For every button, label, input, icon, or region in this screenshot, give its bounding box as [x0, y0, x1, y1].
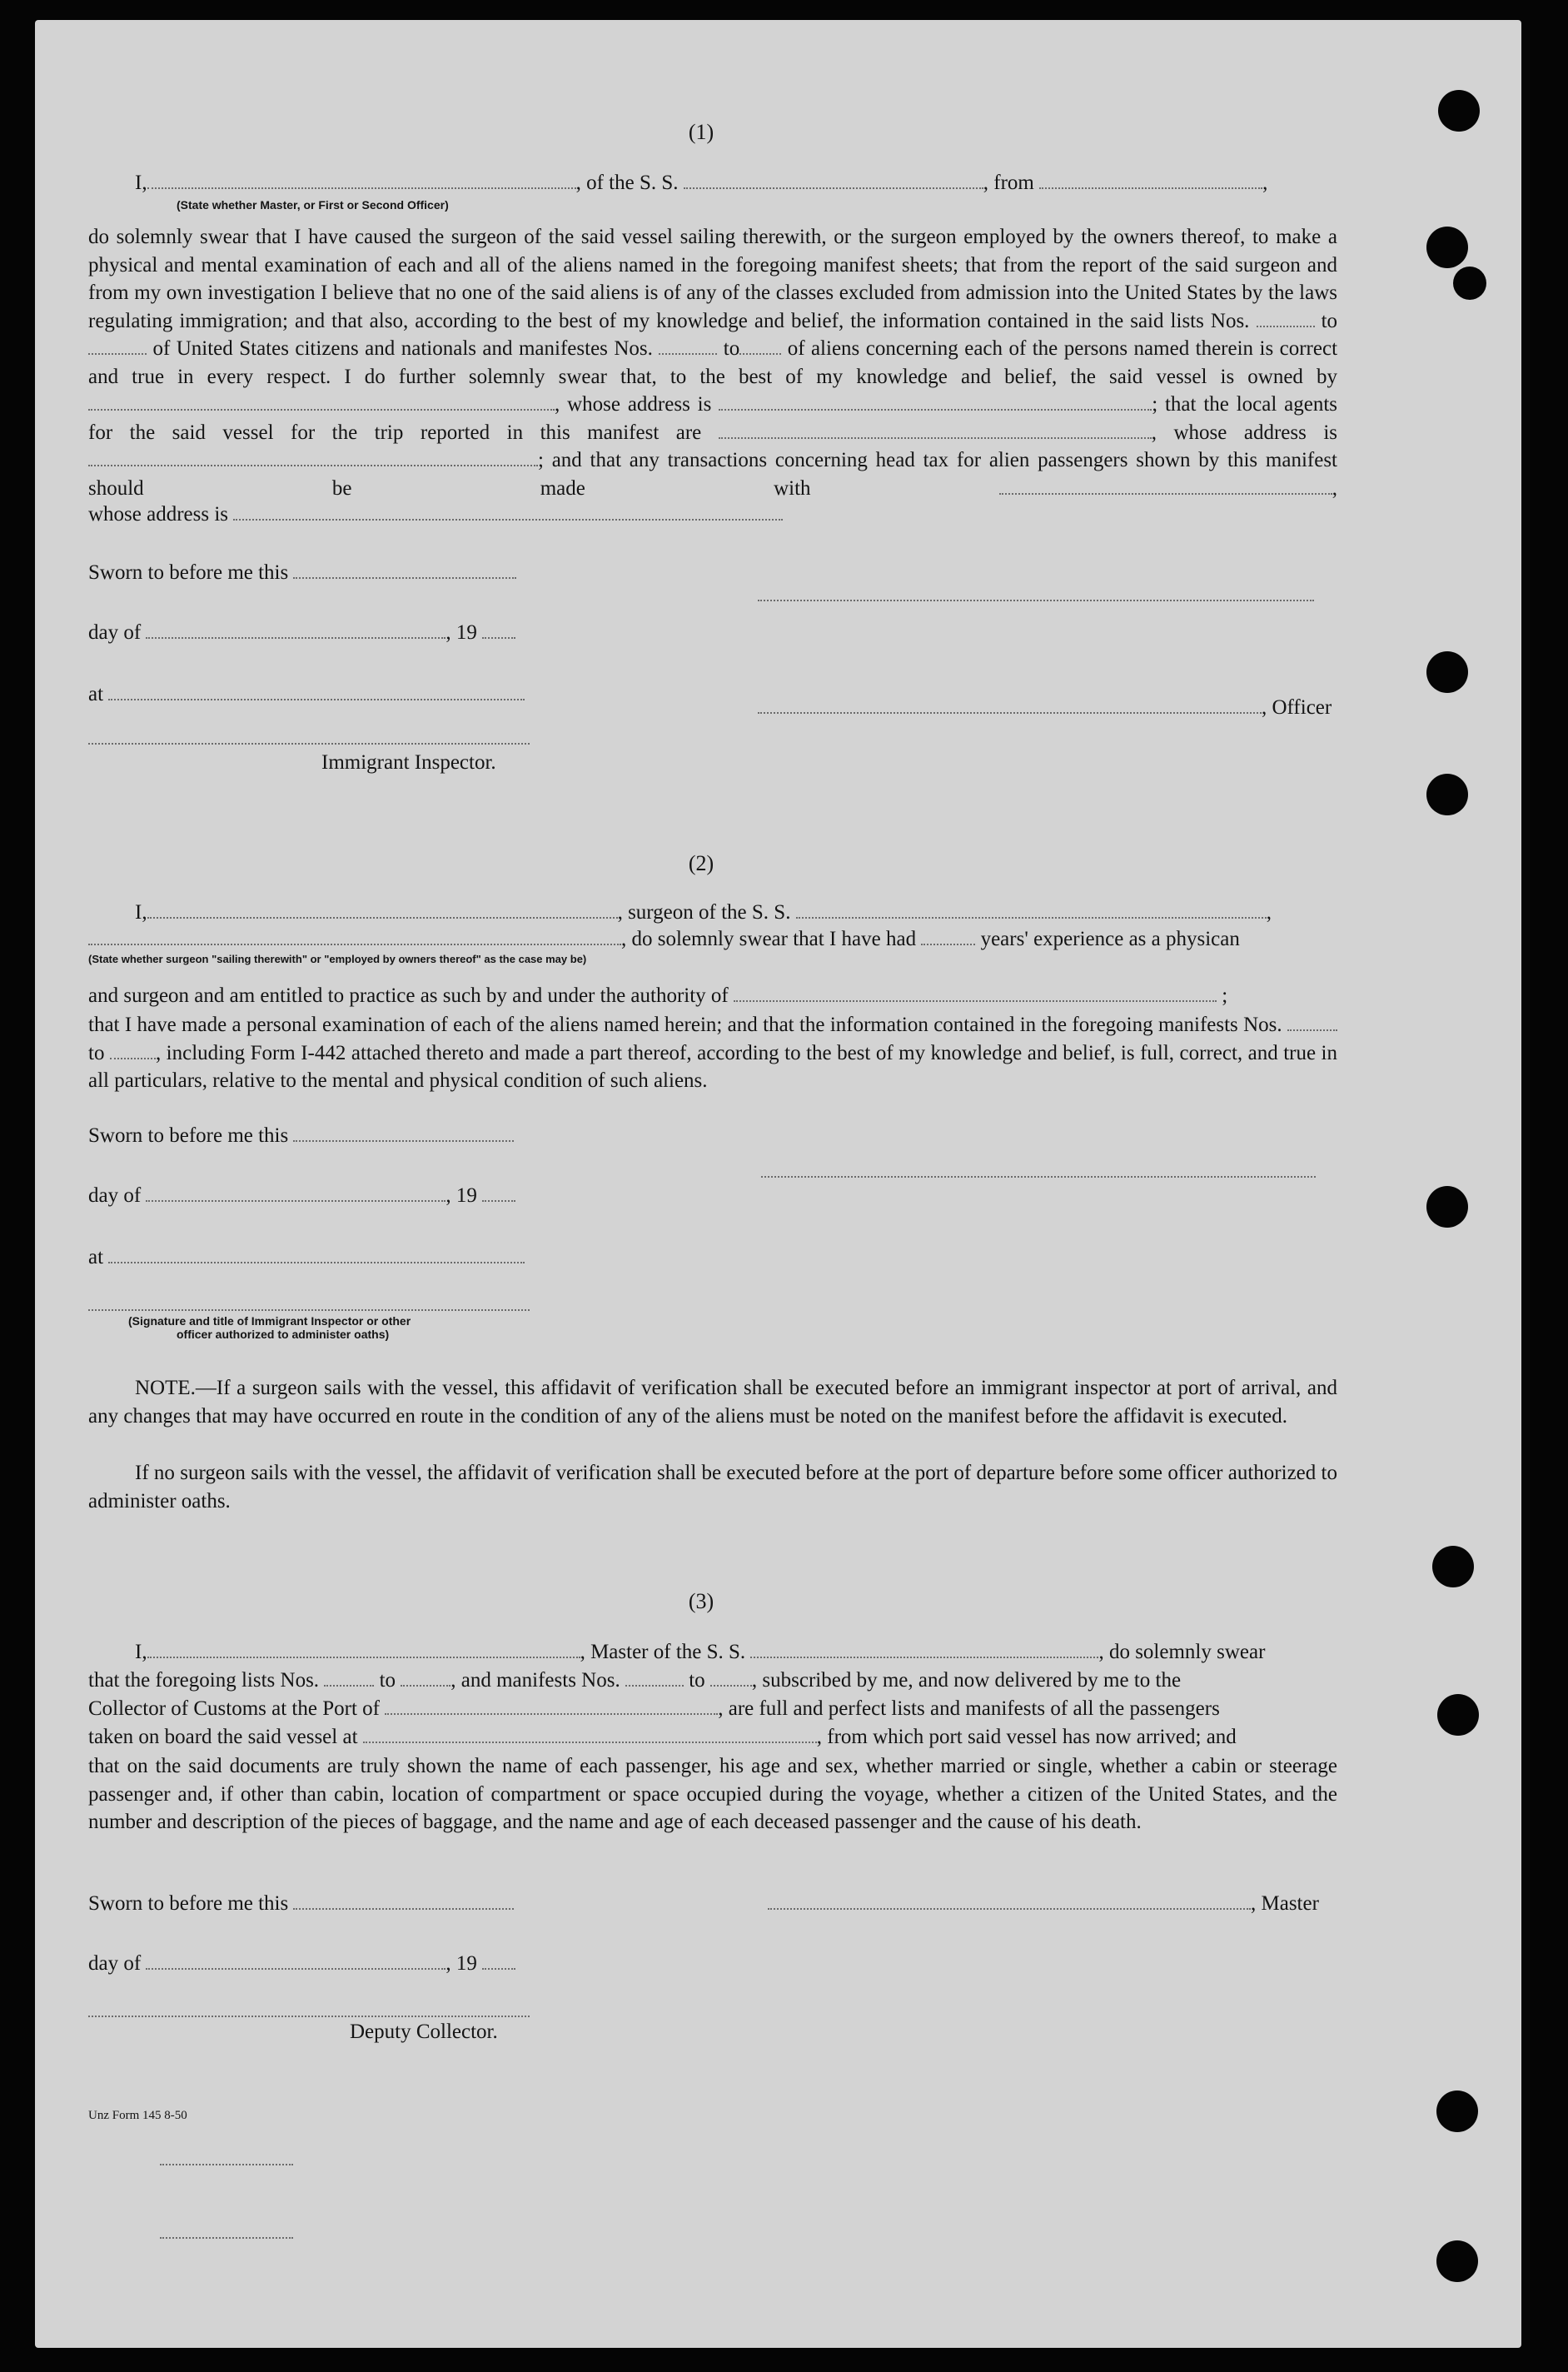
citizen-list-from-field[interactable] — [1257, 311, 1315, 327]
s2-i: I, — [135, 901, 147, 924]
s3-text-l3a: Collector of Customs at the Port of — [88, 1697, 380, 1720]
s1-text-g: ; and that any transactions concerning head tax for alien passengers shown by this manifest should be made with — [88, 449, 1337, 500]
s2-experience-line — [88, 928, 1240, 951]
s1-sworn-line — [88, 561, 516, 585]
s1-day-line — [88, 621, 515, 645]
s3-text-swear: , do solemnly swear — [1098, 1641, 1266, 1663]
manifest-affidavit-page — [35, 20, 1521, 2348]
s3-paragraph — [88, 1752, 1337, 1836]
punch-hole — [1436, 2240, 1478, 2282]
at-label: at — [88, 683, 104, 705]
footer-dotted-line — [160, 2162, 293, 2165]
s2-vessel-field[interactable] — [796, 902, 1267, 919]
s2-manifest-from-field[interactable] — [1287, 1014, 1337, 1031]
citizen-list-to-field[interactable] — [88, 338, 147, 355]
s1-text-f: , whose address is — [1151, 421, 1338, 444]
surgeon-status-field[interactable] — [88, 929, 621, 945]
s1-oath-line — [135, 172, 1267, 195]
year-field[interactable] — [482, 1185, 515, 1202]
at-label: at — [88, 1246, 104, 1268]
footer-dotted-line — [160, 2235, 293, 2239]
s3-text-l2a: that the foregoing lists Nos. — [88, 1669, 320, 1692]
s2-note-paragraph-1 — [88, 1374, 1337, 1430]
s3-lists-line — [88, 1669, 1181, 1692]
s1-text-b: of United States citizens and nationals and manifestes Nos. — [152, 337, 653, 360]
s1-officer-signature-top[interactable] — [758, 598, 1314, 601]
year-field[interactable] — [482, 622, 515, 639]
comma: , — [1262, 172, 1268, 194]
s2-surgeon-note: (State whether surgeon "sailing therewith" or "employed by owners thereof" as the case may be) — [88, 953, 587, 965]
s2-day-line — [88, 1184, 515, 1208]
master-label: , Master — [1251, 1892, 1319, 1915]
section-3-number: (3) — [688, 1589, 714, 1613]
s2-sworn-line — [88, 1124, 514, 1148]
s1-i: I, — [135, 172, 147, 194]
punch-hole — [1426, 227, 1468, 268]
s3-deputy-label: Deputy Collector. — [350, 2021, 498, 2043]
s3-taken-line — [88, 1726, 1237, 1749]
s1-officer-note: (State whether Master, or First or Second Officer) — [177, 198, 449, 212]
s3-i: I, — [135, 1641, 147, 1663]
s3-text-l4b: , from which port said vessel has now arrived; and — [816, 1726, 1237, 1748]
s1-at-line — [88, 683, 525, 706]
master-name-field[interactable] — [147, 1642, 580, 1658]
s3-to: to — [689, 1669, 705, 1692]
years-experience-field[interactable] — [921, 929, 975, 945]
note-text-1: NOTE.—If a surgeon sails with the vessel, this affidavit of verification shall be executed before an immigrant inspector at port of arrival, and any changes that may have occurred en route in the condition of any of the aliens must be noted on the manifest before the affidavit is executed. — [88, 1377, 1337, 1428]
year-label: , 19 — [446, 621, 477, 644]
year-label: , 19 — [446, 1184, 477, 1207]
note-text-2: If no surgeon sails with the vessel, the affidavit of verification shall be executed before at the port of departure before some officer authorized to administer oaths. — [88, 1462, 1337, 1512]
master-signature-field[interactable] — [768, 1893, 1251, 1910]
s2-at-line — [88, 1246, 525, 1269]
s3-collector-line — [88, 1697, 1220, 1721]
s2-surgeon-signature[interactable] — [761, 1174, 1316, 1178]
sworn-label: Sworn to before me this — [88, 1124, 289, 1147]
head-tax-address-field[interactable] — [233, 504, 783, 521]
s3-text-l3b: , are full and perfect lists and manifests of all the passengers — [718, 1697, 1220, 1720]
s3-day-line — [88, 1952, 515, 1976]
punch-hole — [1432, 1546, 1474, 1587]
s3-deputy-signature[interactable] — [88, 2014, 530, 2017]
s1-text-a: do solemnly swear that I have caused the surgeon of the said vessel sailing therewith, or the surgeon employed by the owners thereof, to make a physical and mental examination of each and all of the aliens named in the foregoing manifest sheets; that from the report of the said surgeon and from my own investigation I believe that no one of the said aliens is of any of the classes excluded from admission into the United States by the laws regulating immigration; and that also, according to the best of my knowledge and belief, the information contained in the said lists Nos. — [88, 226, 1337, 332]
section-1-number: (1) — [688, 120, 714, 144]
s3-master-of: , Master of the S. S. — [580, 1641, 746, 1663]
s1-from: , from — [983, 172, 1034, 194]
departure-port-field[interactable] — [1039, 172, 1262, 189]
officer-signature-field[interactable] — [758, 697, 1262, 714]
sworn-date-field[interactable] — [293, 1125, 514, 1142]
s3-master-signature-line — [768, 1892, 1319, 1916]
s1-text-d: , whose address is — [555, 393, 712, 416]
day-month-field[interactable] — [146, 1185, 446, 1202]
owner-address-field[interactable] — [719, 394, 1152, 411]
vessel-name-field[interactable] — [684, 172, 983, 189]
s2-surgeon-of: , surgeon of the S. S. — [617, 901, 791, 924]
officer-label: , Officer — [1262, 696, 1332, 719]
day-month-field[interactable] — [146, 622, 446, 639]
day-label: day of — [88, 621, 142, 644]
port-field[interactable] — [385, 1698, 718, 1715]
s2-inspector-signature[interactable] — [88, 1308, 530, 1311]
year-label: , 19 — [446, 1952, 477, 1975]
s3-sworn-line — [88, 1892, 514, 1916]
s3-text-l4a: taken on board the said vessel at — [88, 1726, 358, 1748]
s1-text-e: ; that the local agents for the said vessel for the trip reported in this manifest are — [88, 393, 1338, 444]
officer-name-field[interactable] — [147, 172, 576, 189]
s1-inspector-signature[interactable] — [88, 741, 530, 745]
sworn-date-field[interactable] — [293, 1893, 514, 1910]
sworn-label: Sworn to before me this — [88, 1892, 289, 1915]
owner-field[interactable] — [88, 394, 555, 411]
s2-paragraph — [88, 1011, 1337, 1095]
s2-text-l2b: years' experience as a physican — [980, 928, 1240, 950]
s1-text-h: whose address is — [88, 503, 229, 526]
form-number: Unz Form 145 8-50 — [88, 2109, 187, 2122]
punch-hole — [1438, 90, 1480, 132]
s2-note-paragraph-2 — [88, 1459, 1337, 1515]
s1-whose-address-line — [88, 503, 783, 526]
surgeon-name-field[interactable] — [147, 902, 618, 919]
s2-text-p2: that I have made a personal examination of each of the aliens named herein; and that the information contained in the foregoing manifests Nos. — [88, 1014, 1282, 1036]
s3-to: to — [379, 1669, 396, 1692]
s1-paragraph — [88, 223, 1337, 502]
s3-lists-to-field[interactable] — [401, 1670, 450, 1687]
s1-to: to — [723, 337, 740, 360]
s2-authority-line — [88, 984, 1337, 1008]
punch-hole — [1426, 651, 1468, 693]
section-2-number: (2) — [688, 851, 714, 875]
s1-inspector-label: Immigrant Inspector. — [321, 751, 496, 774]
local-agents-field[interactable] — [719, 422, 1152, 439]
punch-hole — [1437, 1694, 1479, 1736]
s1-officer-line — [758, 696, 1332, 720]
embarkation-port-field[interactable] — [363, 1727, 817, 1743]
punch-hole — [1453, 267, 1486, 300]
s2-sig-note-2: officer authorized to administer oaths) — [177, 1328, 390, 1341]
sworn-label: Sworn to before me this — [88, 561, 289, 584]
s2-text-p1: and surgeon and am entitled to practice as such by and under the authority of — [88, 984, 729, 1007]
day-label: day of — [88, 1184, 142, 1207]
alien-manifest-to-field[interactable] — [739, 338, 781, 355]
agents-address-field[interactable] — [88, 450, 538, 466]
s2-text-l2: , do solemnly swear that I have had — [621, 928, 917, 950]
s3-manifests-from-field[interactable] — [625, 1670, 684, 1687]
comma: , — [1332, 476, 1338, 500]
s3-text-l2c: , subscribed by me, and now delivered by me to the — [751, 1669, 1182, 1692]
day-label: day of — [88, 1952, 142, 1975]
semicolon: ; — [1222, 984, 1228, 1007]
s3-manifests-to-field[interactable] — [710, 1670, 752, 1687]
punch-hole — [1426, 1186, 1468, 1228]
comma: , — [1266, 901, 1272, 924]
s2-oath-line — [135, 901, 1272, 924]
s1-text-c: of aliens concerning each of the persons named therein is correct and true in every respect. I do further solemnly swear that, to the best of my knowledge and belief, the said vessel is owned by — [88, 337, 1338, 388]
place-field[interactable] — [108, 1247, 525, 1263]
s2-to: to — [88, 1041, 105, 1064]
day-month-field[interactable] — [146, 1953, 446, 1970]
year-field[interactable] — [482, 1953, 515, 1970]
punch-hole — [1436, 2090, 1478, 2132]
s3-text-l2b: , and manifests Nos. — [450, 1669, 620, 1692]
s2-manifest-to-field[interactable] — [110, 1043, 156, 1059]
sworn-date-field[interactable] — [293, 562, 516, 579]
head-tax-contact-field[interactable] — [999, 478, 1332, 495]
s1-to: to — [1321, 309, 1338, 332]
s1-of-ss: , of the S. S. — [575, 172, 679, 194]
s3-oath-line — [135, 1641, 1265, 1664]
authority-field[interactable] — [734, 985, 1217, 1002]
place-field[interactable] — [108, 684, 525, 700]
s2-text-p2b: , including Form I-442 attached thereto and made a part thereof, according to the best of my knowledge and belief, is full, correct, and true in all particulars, relative to the mental and physical condition of such aliens. — [88, 1041, 1338, 1092]
alien-manifest-from-field[interactable] — [659, 338, 717, 355]
s2-sig-note-1: (Signature and title of Immigrant Inspector or other — [128, 1314, 411, 1328]
s3-vessel-field[interactable] — [750, 1642, 1098, 1658]
s3-lists-from-field[interactable] — [324, 1670, 374, 1687]
s3-text-p1: that on the said documents are truly shown the name of each passenger, his age and sex, whether married or single, whether a cabin or steerage passenger and, if other than cabin, location of compartment or space occupied during the voyage, whether a citizen of the United States, and the number and description of the pieces of baggage, and the name and age of each deceased passenger and the cause of his death. — [88, 1755, 1337, 1833]
punch-hole — [1426, 774, 1468, 815]
